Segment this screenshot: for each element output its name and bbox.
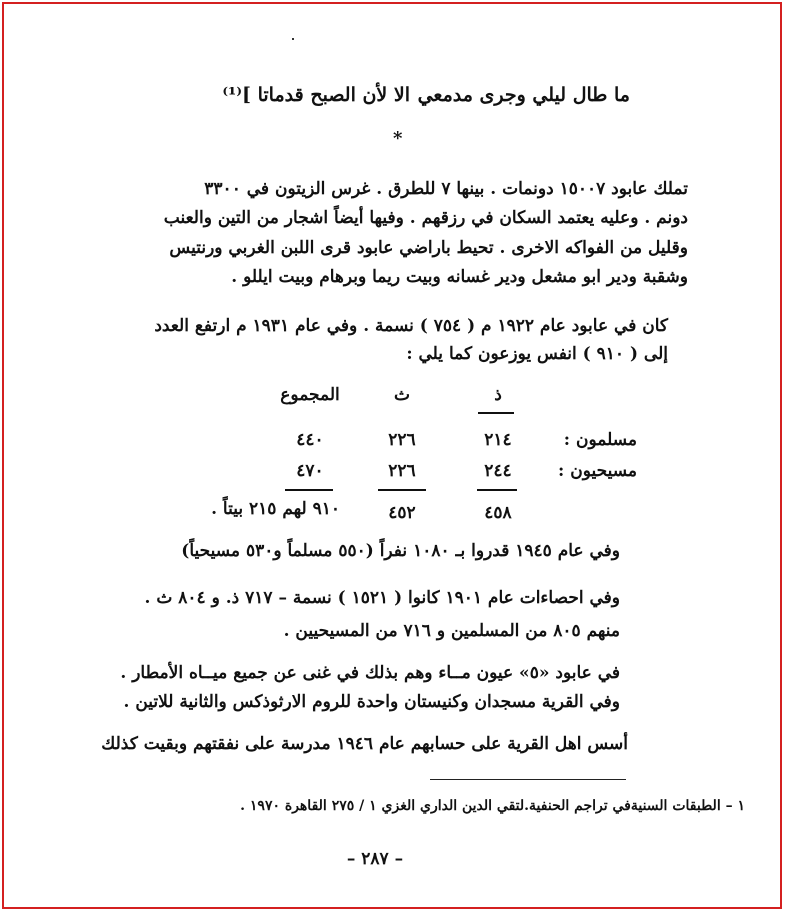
paragraph-line-2: دونم . وعليه يعتمد السكان في رزقهم . وفيها أيضاً اشجار من التين والعنب	[163, 208, 688, 228]
cell-muslims-male: ٢١٤	[484, 430, 512, 450]
total-rule-female	[378, 489, 426, 491]
poem-hemistich-2: الا لأن الصبح قدماتا ]⁽¹⁾	[222, 84, 410, 106]
paragraph-line-1: تملك عابود ١٥٠٠٧ دونمات . بينها ٧ للطرق . غرس الزيتون في ٣٣٠٠	[204, 179, 688, 199]
table-header-female: ث	[393, 385, 410, 405]
cell-total-female: ٤٥٢	[388, 503, 416, 523]
section-separator: *	[393, 128, 403, 149]
cell-total-male: ٤٥٨	[484, 503, 512, 523]
total-rule-male	[477, 489, 517, 491]
page-number: – ٢٨٧ –	[346, 849, 404, 869]
table-header-male: ذ	[494, 385, 502, 405]
paragraph-line-8: وفي احصاءات عام ١٩٠١ كانوا ( ١٥٢١ ) نسمة – ٧١٧ ذ. و ٨٠٤ ث .	[144, 588, 620, 608]
paragraph-line-11: وفي القرية مسجدان وكنيستان واحدة للروم الارثوذكس والثانية للاتين .	[123, 692, 620, 712]
speck-mark	[292, 38, 294, 40]
paragraph-line-7: وفي عام ١٩٤٥ قدروا بـ ١٠٨٠ نفراً (٥٥٠ مسلماً و٥٣٠ مسيحياً)	[181, 541, 620, 561]
table-header-total: المجموع	[280, 385, 340, 405]
paragraph-line-3: وقليل من الفواكه الاخرى . تحيط باراضي عابود قرى اللبن الغربي ورنتيس	[169, 238, 688, 258]
paragraph-line-6: إلى ( ٩١٠ ) انفس يوزعون كما يلي :	[406, 344, 668, 364]
paragraph-line-4: وشقبة ودير ابو مشعل ودير غسانه وبيت ريما وبرهام وبيت ايللو .	[231, 267, 688, 287]
poem-hemistich-1: ما طال ليلي وجرى مدمعي	[417, 84, 630, 106]
header-underline-male	[478, 412, 514, 414]
row-label-christians: مسيحيون :	[558, 461, 637, 481]
paragraph-line-5: كان في عابود عام ١٩٢٢ م ( ٧٥٤ ) نسمة . وفي عام ١٩٣١ م ارتفع العدد	[154, 316, 668, 336]
poem-verse	[150, 84, 630, 112]
paragraph-line-10: في عابود «٥» عيون مــاء وهم بذلك في غنى عن جميع ميــاه الأمطار .	[120, 663, 620, 683]
paragraph-line-12: أسس اهل القرية على حسابهم عام ١٩٤٦ مدرسة على نفقتهم وبقيت كذلك	[101, 734, 628, 754]
cell-muslims-total: ٤٤٠	[296, 430, 324, 450]
footnote: ١ – الطبقات السنيةفي تراجم الحنفية.لتقي الدين الداري الغزي ١ / ٢٧٥ القاهرة ١٩٧٠ .	[240, 798, 745, 814]
cell-christians-male: ٢٤٤	[484, 461, 512, 481]
footnote-separator	[430, 779, 626, 780]
cell-total-grand: ٩١٠ لهم ٢١٥ بيتاً .	[211, 499, 340, 519]
total-rule-total	[285, 489, 333, 491]
paragraph-line-9: منهم ٨٠٥ من المسلمين و ٧١٦ من المسيحيين .	[283, 621, 620, 641]
cell-muslims-female: ٢٢٦	[388, 430, 416, 450]
cell-christians-total: ٤٧٠	[296, 461, 324, 481]
row-label-muslims: مسلمون :	[563, 430, 637, 450]
cell-christians-female: ٢٢٦	[388, 461, 416, 481]
